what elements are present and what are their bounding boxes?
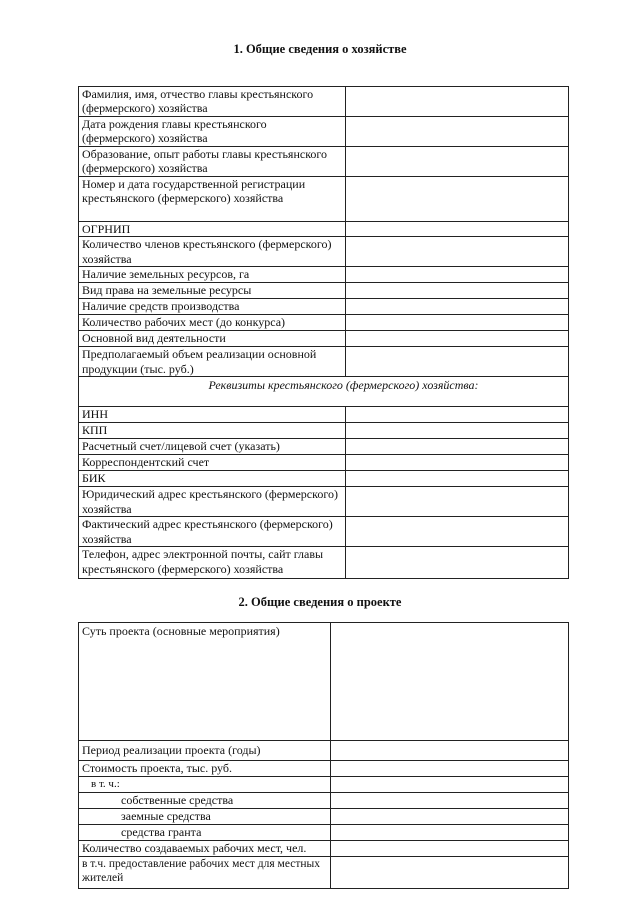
- row-label: ОГРНИП: [79, 222, 346, 237]
- row-label: Стоимость проекта, тыс. руб.: [79, 761, 331, 777]
- row-label: Фамилия, имя, отчество главы крестьянского (фермерского) хозяйства: [79, 87, 346, 117]
- table-row: [79, 517, 569, 547]
- table-row: [79, 471, 569, 487]
- row-label: Предполагаемый объем реализации основной продукции (тыс. руб.): [79, 347, 346, 377]
- row-label: Количество создаваемых рабочих мест, чел.: [79, 841, 331, 857]
- value-cell[interactable]: [346, 423, 569, 439]
- table-row: [79, 547, 569, 579]
- value-cell[interactable]: [346, 331, 569, 347]
- row-label: Наличие земельных ресурсов, га: [79, 267, 346, 283]
- value-cell[interactable]: [331, 841, 569, 857]
- row-label: Расчетный счет/лицевой счет (указать): [79, 439, 346, 455]
- table-row: [79, 423, 569, 439]
- value-cell[interactable]: [331, 623, 569, 741]
- row-label: Фактический адрес крестьянского (фермерского) хозяйства: [79, 517, 346, 547]
- value-cell[interactable]: [346, 147, 569, 177]
- table-row: [79, 315, 569, 331]
- value-cell[interactable]: [346, 117, 569, 147]
- table-row: [79, 761, 569, 777]
- row-label: Вид права на земельные ресурсы: [79, 283, 346, 299]
- table-row: [79, 237, 569, 267]
- value-cell[interactable]: [331, 777, 569, 793]
- table-row: [79, 777, 569, 793]
- value-cell[interactable]: [346, 283, 569, 299]
- table-row: [79, 857, 569, 889]
- value-cell[interactable]: [346, 455, 569, 471]
- table-row: [79, 825, 569, 841]
- value-cell[interactable]: [346, 517, 569, 547]
- value-cell[interactable]: [331, 857, 569, 889]
- table-row: [79, 87, 569, 117]
- table-row: [79, 283, 569, 299]
- table-row: [79, 793, 569, 809]
- value-cell[interactable]: [331, 793, 569, 809]
- table-row: [79, 487, 569, 517]
- row-label: собственные средства: [79, 793, 331, 809]
- value-cell[interactable]: [346, 471, 569, 487]
- value-cell[interactable]: [346, 547, 569, 579]
- value-cell[interactable]: [346, 177, 569, 222]
- row-label: Образование, опыт работы главы крестьянского (фермерского) хозяйства: [79, 147, 346, 177]
- row-label: Основной вид деятельности: [79, 331, 346, 347]
- row-label: Наличие средств производства: [79, 299, 346, 315]
- table-row: [79, 809, 569, 825]
- table-row: [79, 407, 569, 423]
- section1-title: 1. Общие сведения о хозяйстве: [233, 42, 407, 56]
- table-row: [79, 299, 569, 315]
- row-label: средства гранта: [79, 825, 331, 841]
- row-label: Количество рабочих мест (до конкурса): [79, 315, 346, 331]
- value-cell[interactable]: [331, 809, 569, 825]
- value-cell[interactable]: [346, 237, 569, 267]
- value-cell[interactable]: [331, 825, 569, 841]
- row-label: ИНН: [79, 407, 346, 423]
- section2-title: 2. Общие сведения о проекте: [238, 595, 402, 609]
- row-label: в т.ч. предоставление рабочих мест для местных жителей: [79, 857, 331, 889]
- table-row: [79, 147, 569, 177]
- table-row: [79, 267, 569, 283]
- value-cell[interactable]: [346, 439, 569, 455]
- value-cell[interactable]: [346, 347, 569, 377]
- table-row: [79, 177, 569, 222]
- value-cell[interactable]: [346, 87, 569, 117]
- value-cell[interactable]: [346, 267, 569, 283]
- requisites-title: Реквизиты крестьянского (фермерского) хозяйства:: [79, 377, 569, 407]
- row-label: КПП: [79, 423, 346, 439]
- value-cell[interactable]: [331, 761, 569, 777]
- table-row: [79, 222, 569, 237]
- table-row: [79, 439, 569, 455]
- row-label: Юридический адрес крестьянского (фермерского) хозяйства: [79, 487, 346, 517]
- table-row: [79, 741, 569, 761]
- row-label: Дата рождения главы крестьянского (фермерского) хозяйства: [79, 117, 346, 147]
- value-cell[interactable]: [346, 315, 569, 331]
- row-label: в т. ч.:: [79, 777, 331, 793]
- table-row: [79, 347, 569, 377]
- value-cell[interactable]: [346, 487, 569, 517]
- row-label: заемные средства: [79, 809, 331, 825]
- row-label: Количество членов крестьянского (фермерского) хозяйства: [79, 237, 346, 267]
- table-row: [79, 455, 569, 471]
- value-cell[interactable]: [346, 222, 569, 237]
- value-cell[interactable]: [331, 741, 569, 761]
- project-info-table: [78, 622, 569, 889]
- table-row: [79, 331, 569, 347]
- value-cell[interactable]: [346, 299, 569, 315]
- row-label: Телефон, адрес электронной почты, сайт главы крестьянского (фермерского) хозяйства: [79, 547, 346, 579]
- table-row: [79, 117, 569, 147]
- value-cell[interactable]: [346, 407, 569, 423]
- table-row: [79, 841, 569, 857]
- row-label: Суть проекта (основные мероприятия): [79, 623, 331, 741]
- table-row: [79, 623, 569, 741]
- row-label: Корреспондентский счет: [79, 455, 346, 471]
- farm-info-table: [78, 86, 569, 579]
- row-label: Период реализации проекта (годы): [79, 741, 331, 761]
- row-label: Номер и дата государственной регистрации крестьянского (фермерского) хозяйства: [79, 177, 346, 222]
- requisites-header-row: [79, 377, 569, 407]
- row-label: БИК: [79, 471, 346, 487]
